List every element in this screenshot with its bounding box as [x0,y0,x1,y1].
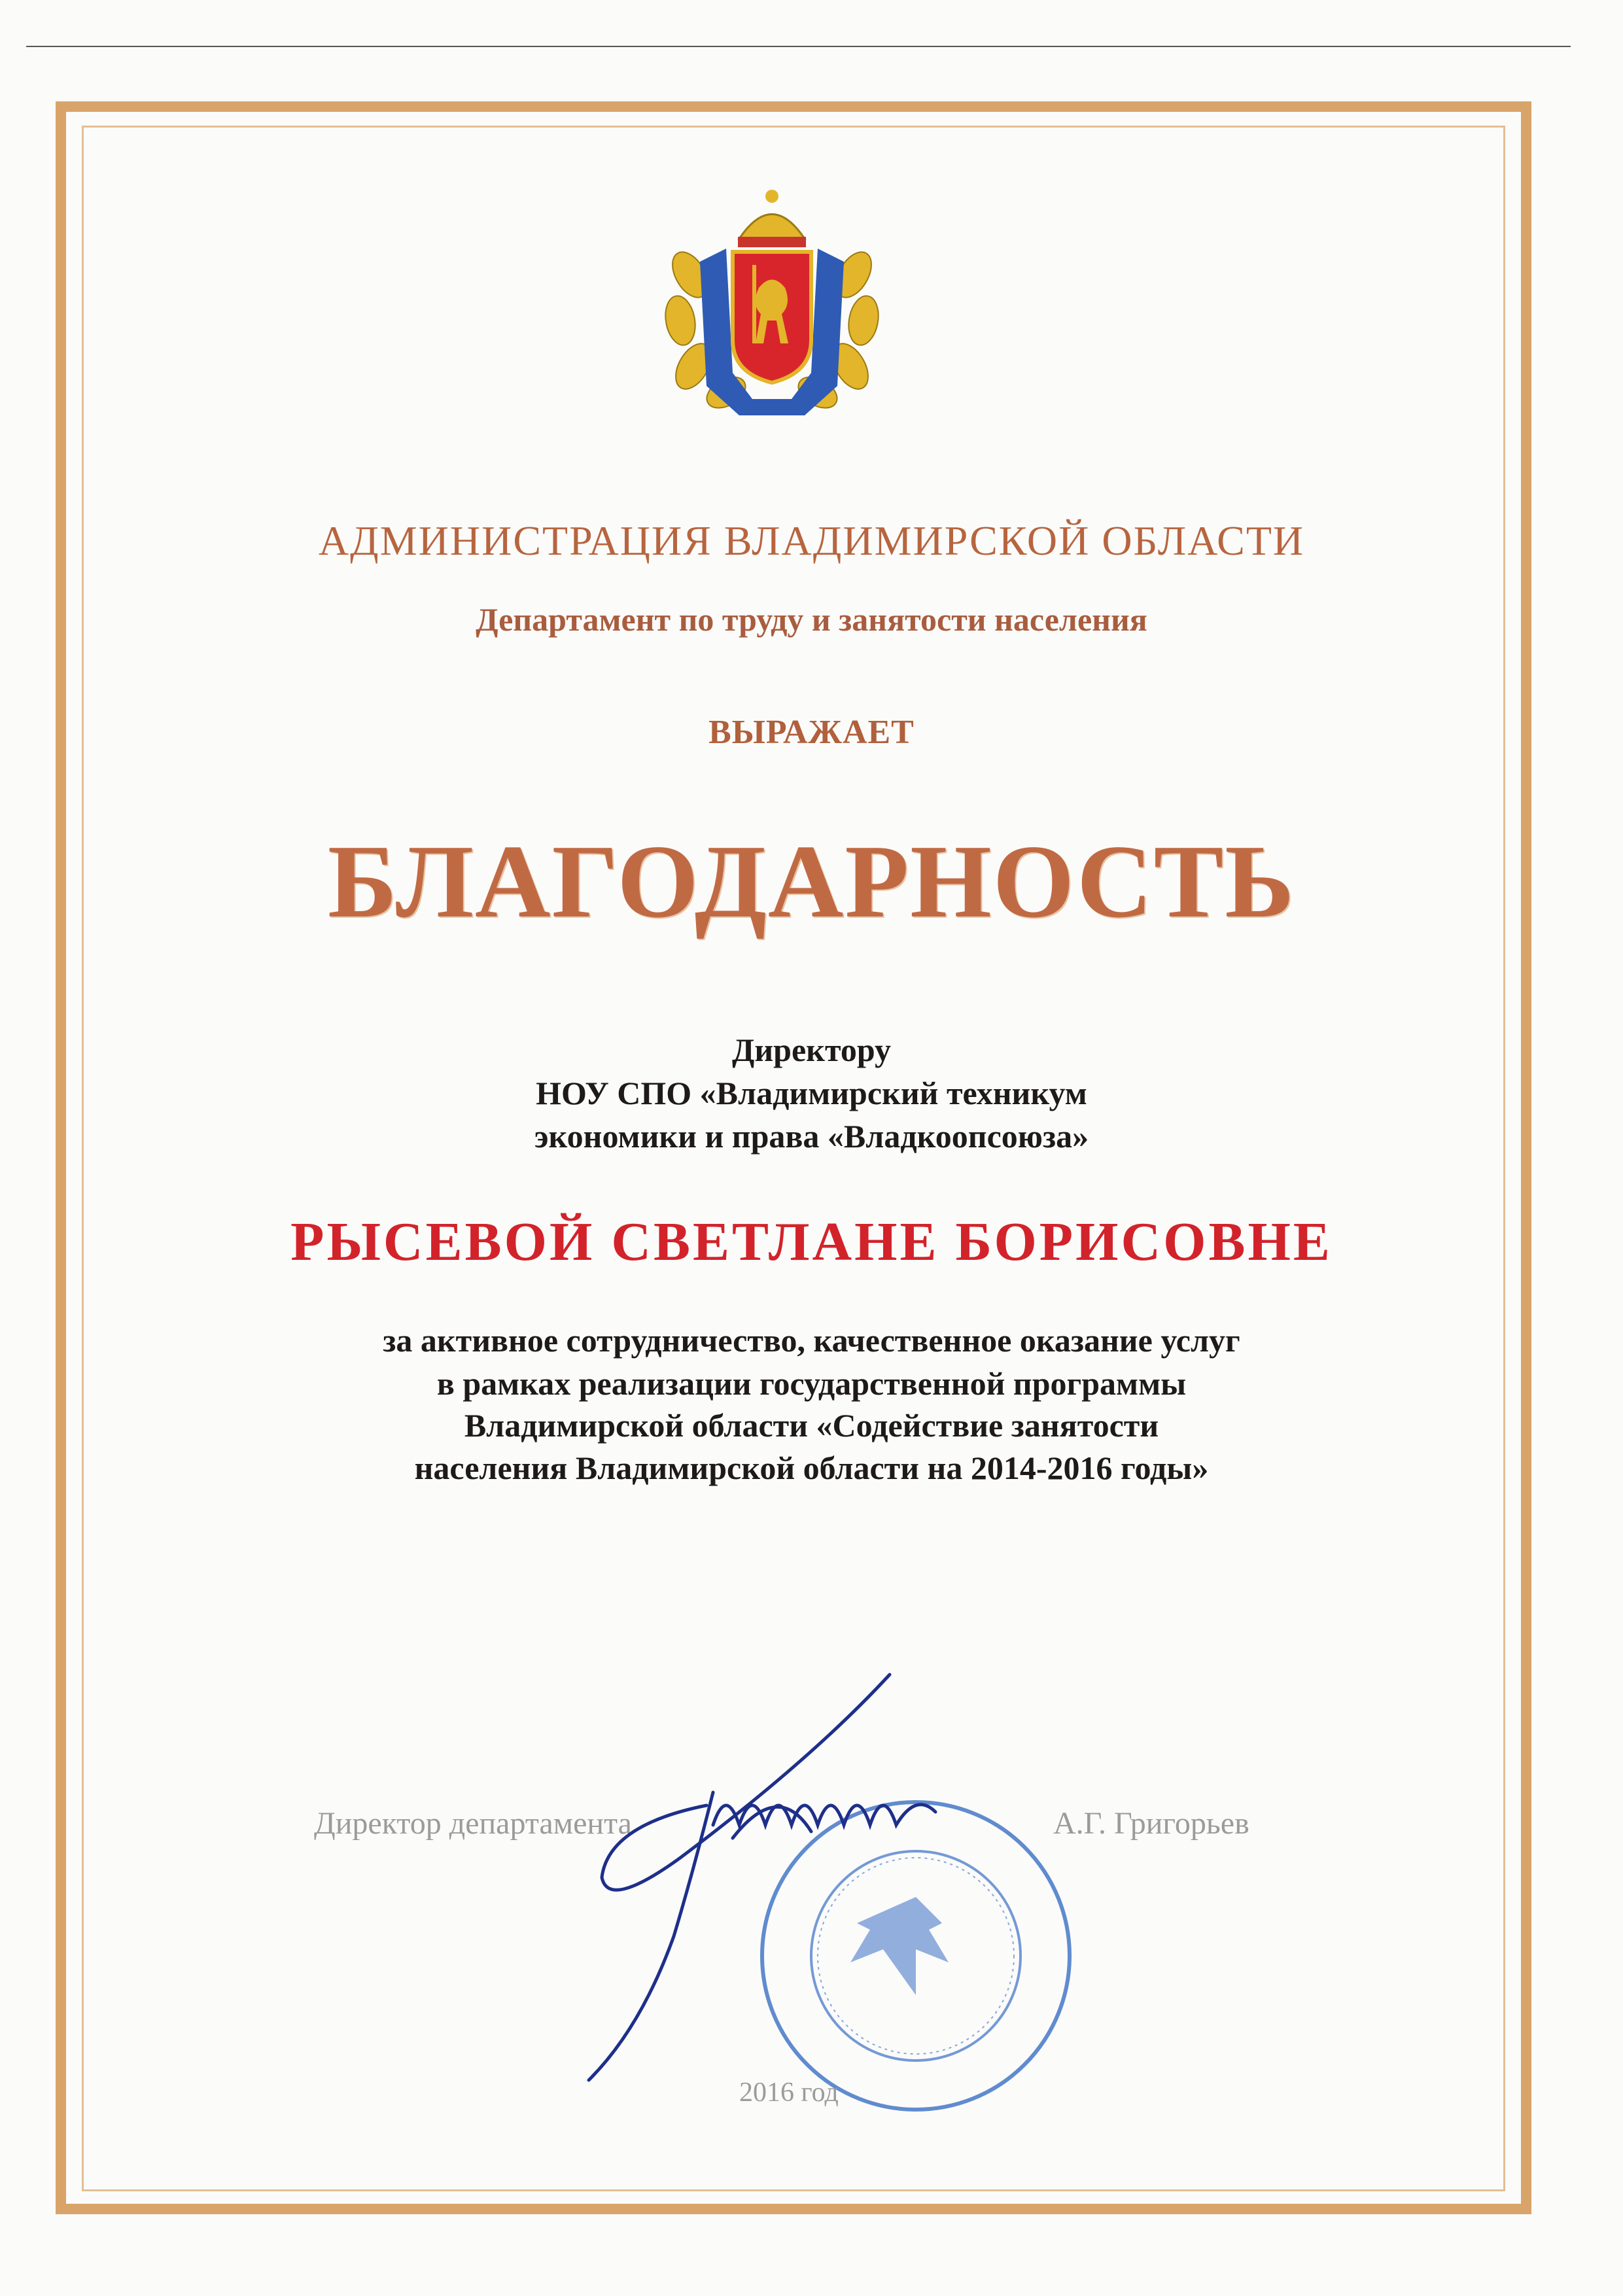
signatory-title: Директор департамента [314,1806,632,1841]
expresses-label: ВЫРАЖАЕТ [708,714,915,751]
administration-heading: АДМИНИСТРАЦИЯ ВЛАДИМИРСКОЙ ОБЛАСТИ [318,517,1305,564]
recipient-name: РЫСЕВОЙ СВЕТЛАНЕ БОРИСОВНЕ [290,1211,1333,1272]
recipient-organization-line2: экономики и права «Владкоопсоюза» [534,1118,1089,1155]
department-subheading: Департамент по труду и занятости населения [476,601,1147,638]
certificate-title: БЛАГОДАРНОСТЬ [327,823,1296,939]
reason-line: населения Владимирской области на 2014-2016 годы» [414,1450,1209,1486]
issue-year: 2016 год [739,2078,839,2108]
scan-edge-line [26,46,1571,47]
reason-line: Владимирской области «Содействие занятости [464,1407,1159,1444]
reason-line: за активное сотрудничество, качественное оказание услуг [383,1322,1240,1359]
reason-line: в рамках реализации государственной программы [436,1365,1187,1402]
handwritten-signature [563,1661,1060,2093]
coat-of-arms-icon [654,177,890,425]
signatory-name: А.Г. Григорьев [1053,1806,1249,1841]
recipient-organization-line1: НОУ СПО «Владимирский техникум [536,1075,1087,1111]
recipient-position: Директору [731,1032,892,1068]
